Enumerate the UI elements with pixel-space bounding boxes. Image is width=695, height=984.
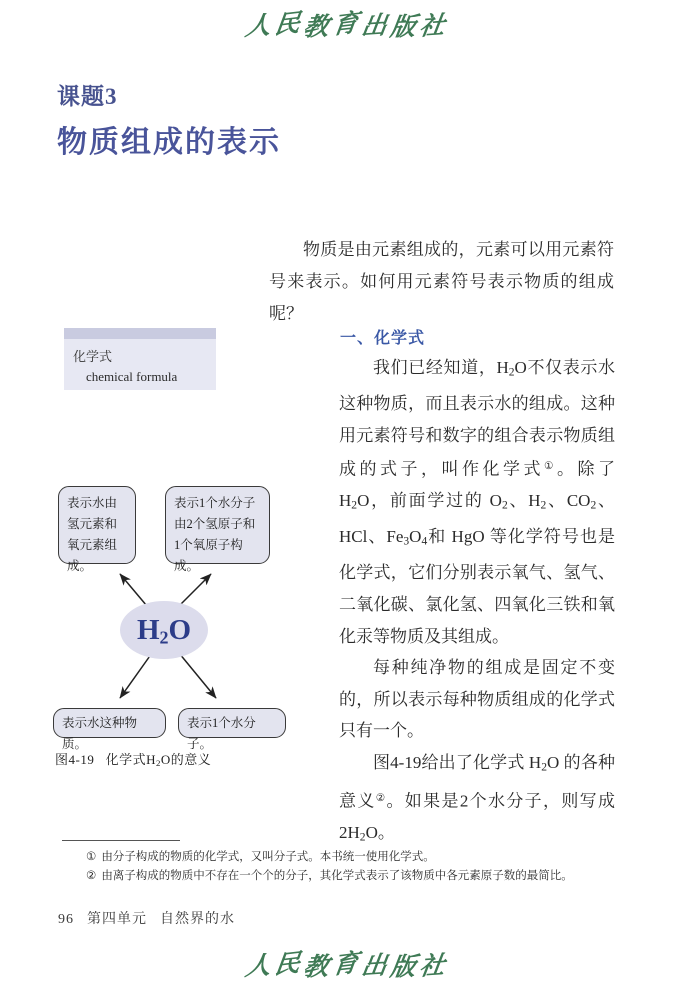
p1-sub-4: 2	[540, 498, 547, 512]
arrow-to-bottom-left	[120, 653, 152, 698]
logo-char: 出	[359, 952, 393, 981]
footnote-text: 由离子构成的物质中不存在一个个的分子，其化学式表示了该物质中各元素原子数的最简比。	[101, 870, 573, 882]
intro-paragraph: 物质是由元素组成的，元素可以用元素符号来表示。如何用元素符号表示物质的组成呢？	[269, 240, 614, 323]
section-body	[339, 352, 615, 853]
p3-part-a: 图4-19给出了化学式 H	[373, 752, 542, 772]
footnote-item	[86, 848, 631, 867]
p1-sub-1: 2	[508, 365, 515, 379]
p1-sub-2: 2	[351, 498, 358, 512]
p3-sub-1: 2	[541, 760, 547, 774]
arrow-to-bottom-right	[179, 653, 216, 698]
logo-char: 教	[301, 953, 335, 982]
p1-part-e: O，前面学过的 O	[357, 491, 502, 511]
page-footer	[58, 908, 235, 928]
footnote-list	[86, 848, 631, 886]
figure-caption-text-b: O的意义	[160, 752, 212, 767]
diagram-box-bottom-left: 表示水这种物质。	[53, 708, 166, 738]
logo-char: 人	[243, 12, 277, 41]
paragraph-1	[339, 352, 615, 652]
figure-number: 图4-19	[55, 752, 95, 767]
footnote-ref-2: ②	[375, 793, 387, 805]
diagram-box-bottom-right: 表示1个水分子。	[178, 708, 286, 738]
footnote-marker: ①	[86, 851, 97, 863]
h2o-two: 2	[159, 627, 169, 648]
h2o-center-formula	[120, 601, 208, 659]
p3-part-d: O。	[365, 822, 395, 842]
logo-char: 出	[359, 12, 393, 41]
p1-part-h: 、HCl、Fe	[339, 491, 615, 547]
p1-sub-6: 3	[403, 534, 410, 548]
p3-part-c: 。如果是2个水分子，则写成2H	[339, 791, 616, 842]
h2o-h: H	[136, 614, 160, 646]
figure-caption-text-a: 化学式H	[105, 752, 156, 767]
logo-char: 人	[243, 952, 277, 981]
logo-char: 版	[388, 13, 422, 42]
lesson-label: 课题3	[57, 84, 118, 109]
p1-part-a: 我们已经知道，H	[373, 358, 509, 377]
p1-part-d: 。除了 H	[339, 459, 616, 511]
publisher-logo-top	[0, 6, 695, 42]
p1-part-g: 、CO	[546, 491, 591, 511]
paragraph-3	[339, 747, 615, 853]
logo-char: 民	[272, 9, 306, 40]
figure-caption	[55, 749, 211, 768]
p1-part-f: 、H	[507, 491, 541, 511]
logo-char: 版	[388, 953, 422, 982]
paragraph-2: 每种纯净物的组成是固定不变的，所以表示每种物质组成的化学式只有一个。	[339, 658, 615, 741]
logo-char: 育	[330, 9, 364, 40]
unit-title: 自然界的水	[160, 912, 235, 927]
p3-part-b: O 的各种意义	[339, 752, 615, 811]
vocabulary-term-en: chemical formula	[86, 369, 178, 384]
figure-caption-sub: 2	[155, 757, 161, 768]
logo-char: 社	[417, 12, 451, 41]
diagram-box-top-right: 表示1个水分子由2个氢原子和1个氧原子构成。	[165, 486, 270, 564]
p1-part-l: 和 HgO 等化学符号也是化学式，它们分别表示氧气、氢气、二氧化碳、氯化氢、四氧化三铁和氧化汞等物质及其组成。	[339, 527, 615, 646]
footnote-divider	[62, 840, 180, 841]
page-title: 物质组成的表示	[57, 126, 281, 159]
logo-char: 社	[417, 952, 451, 981]
logo-char: 教	[301, 13, 335, 42]
vocabulary-box-strip	[64, 328, 216, 339]
logo-char: 育	[330, 949, 364, 980]
logo-char: 民	[272, 949, 306, 980]
footnote-marker: ②	[86, 870, 97, 882]
footnote-text: 由分子构成的物质的化学式，又叫分子式。本书统一使用化学式。	[101, 851, 435, 863]
p1-part-c: O不仅表示水这种物质，而且表示水的组成。这种用元素符号和数字的组合表示物质组成的式子，叫作化学式	[339, 358, 615, 479]
footnote-ref-1: ①	[544, 461, 557, 473]
footnote-item	[86, 867, 631, 886]
diagram-box-top-left: 表示水由氢元素和氧元素组成。	[58, 486, 136, 564]
p1-part-j: O	[409, 527, 422, 547]
p1-sub-3: 2	[501, 498, 508, 512]
h2o-o: O	[168, 614, 192, 646]
vocabulary-term-cn: 化学式	[73, 349, 113, 364]
publisher-logo-bottom	[0, 946, 695, 982]
unit-label: 第四单元	[87, 912, 147, 927]
p3-sub-2: 2	[359, 830, 366, 844]
page-number: 96	[58, 912, 74, 927]
vocabulary-box	[64, 328, 216, 390]
p1-sub-5: 2	[590, 498, 597, 512]
figure-4-19-diagram	[48, 486, 308, 751]
p1-sub-7: 4	[421, 534, 428, 548]
section-heading: 一、化学式	[340, 330, 426, 347]
